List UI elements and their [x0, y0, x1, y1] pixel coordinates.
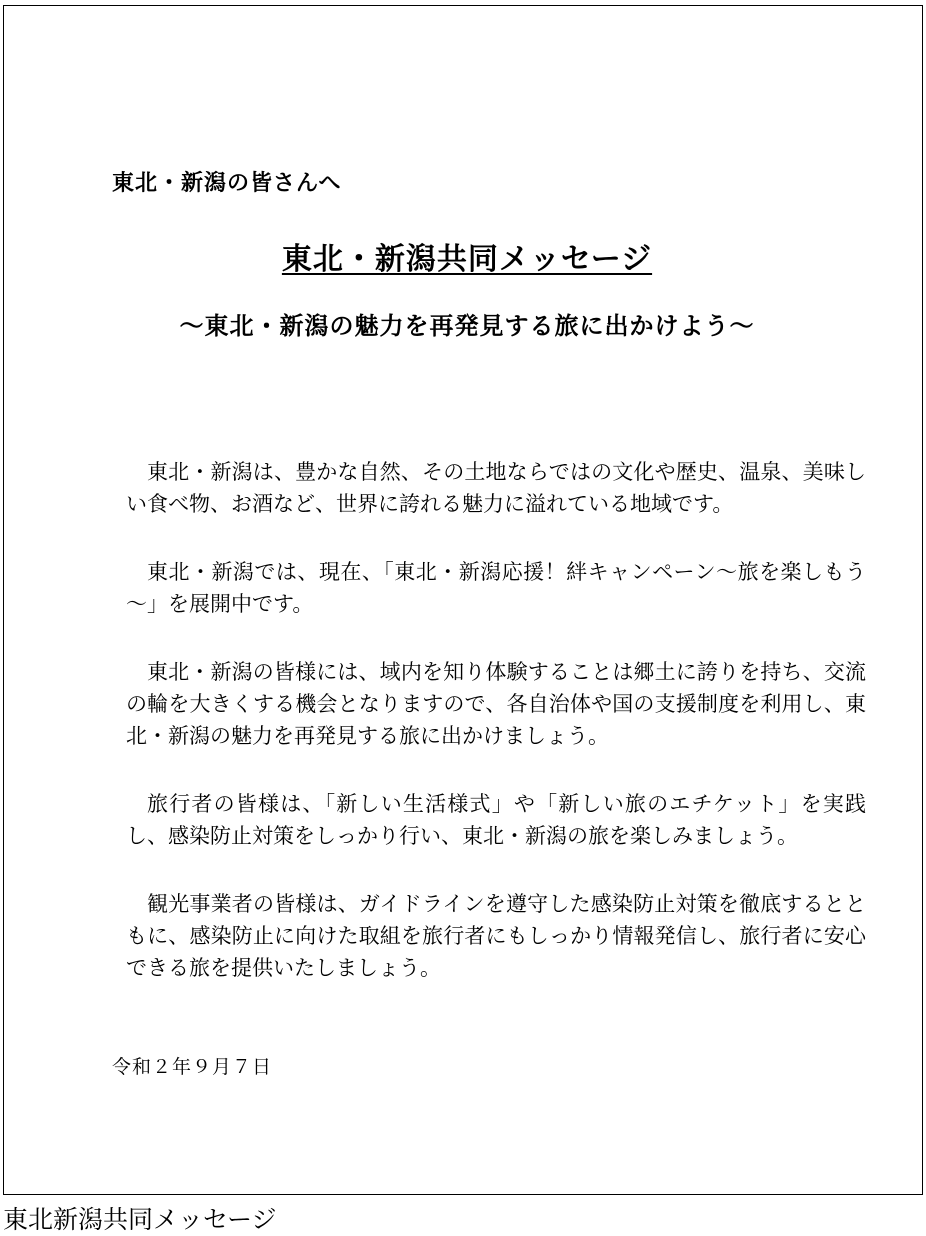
- image-caption: 東北新潟共同メッセージ: [3, 1205, 277, 1234]
- body-text: [126, 456, 866, 1020]
- paragraph-4: 旅行者の皆様は、「新しい生活様式」や「新しい旅のエチケット」を実践し、感染防止対策をしっかり行い、東北・新潟の旅を楽しみましょう。: [126, 792, 866, 848]
- document-title: [4, 234, 926, 278]
- greeting: 東北・新潟の皆さんへ: [112, 171, 342, 196]
- document-frame: [3, 5, 923, 1195]
- paragraph-3: 東北・新潟の皆様には、域内を知り体験することは郷土に誇りを持ち、交流の輪を大きくする機会となりますので、各自治体や国の支援制度を利用し、東北・新潟の魅力を再発見する旅に出かけましょう。: [126, 660, 866, 748]
- document-date: 令和２年９月７日: [112, 1056, 273, 1078]
- paragraph-5: 観光事業者の皆様は、ガイドラインを遵守した感染防止対策を徹底するとともに、感染防止に向けた取組を旅行者にもしっかり情報発信し、旅行者に安心できる旅を提供いたしましょう。: [126, 892, 866, 980]
- document-subtitle: ～東北・新潟の魅力を再発見する旅に出かけよう～: [179, 312, 755, 340]
- title-text: 東北・新潟共同メッセージ: [281, 242, 653, 277]
- paragraph-1: 東北・新潟は、豊かな自然、その土地ならではの文化や歴史、温泉、美味しい食べ物、お酒など、世界に誇れる魅力に溢れている地域です。: [126, 460, 866, 516]
- paragraph-2: 東北・新潟では、現在、「東北・新潟応援！絆キャンペーン～旅を楽しもう～」を展開中です。: [126, 560, 866, 616]
